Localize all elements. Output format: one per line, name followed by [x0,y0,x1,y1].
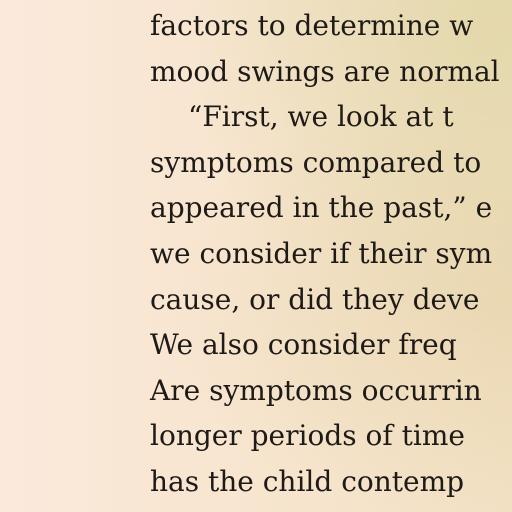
text-line: appeared in the past,” e [150,191,493,225]
text-line: longer periods of time [150,419,465,453]
text-line: has the child contemp [150,464,465,498]
body-text [150,3,512,505]
text-line: Are symptoms occurrin [150,373,482,407]
text-line: we consider if their sym [150,236,493,270]
text-line: cause, or did they deve [150,282,480,316]
text-line: mood swings are normal [150,54,500,88]
text-line: symptoms compared to [150,145,482,179]
text-line: factors to determine w [150,9,474,42]
text-line: We also consider freq [150,328,457,362]
text-line: “First, we look at t [188,100,454,134]
